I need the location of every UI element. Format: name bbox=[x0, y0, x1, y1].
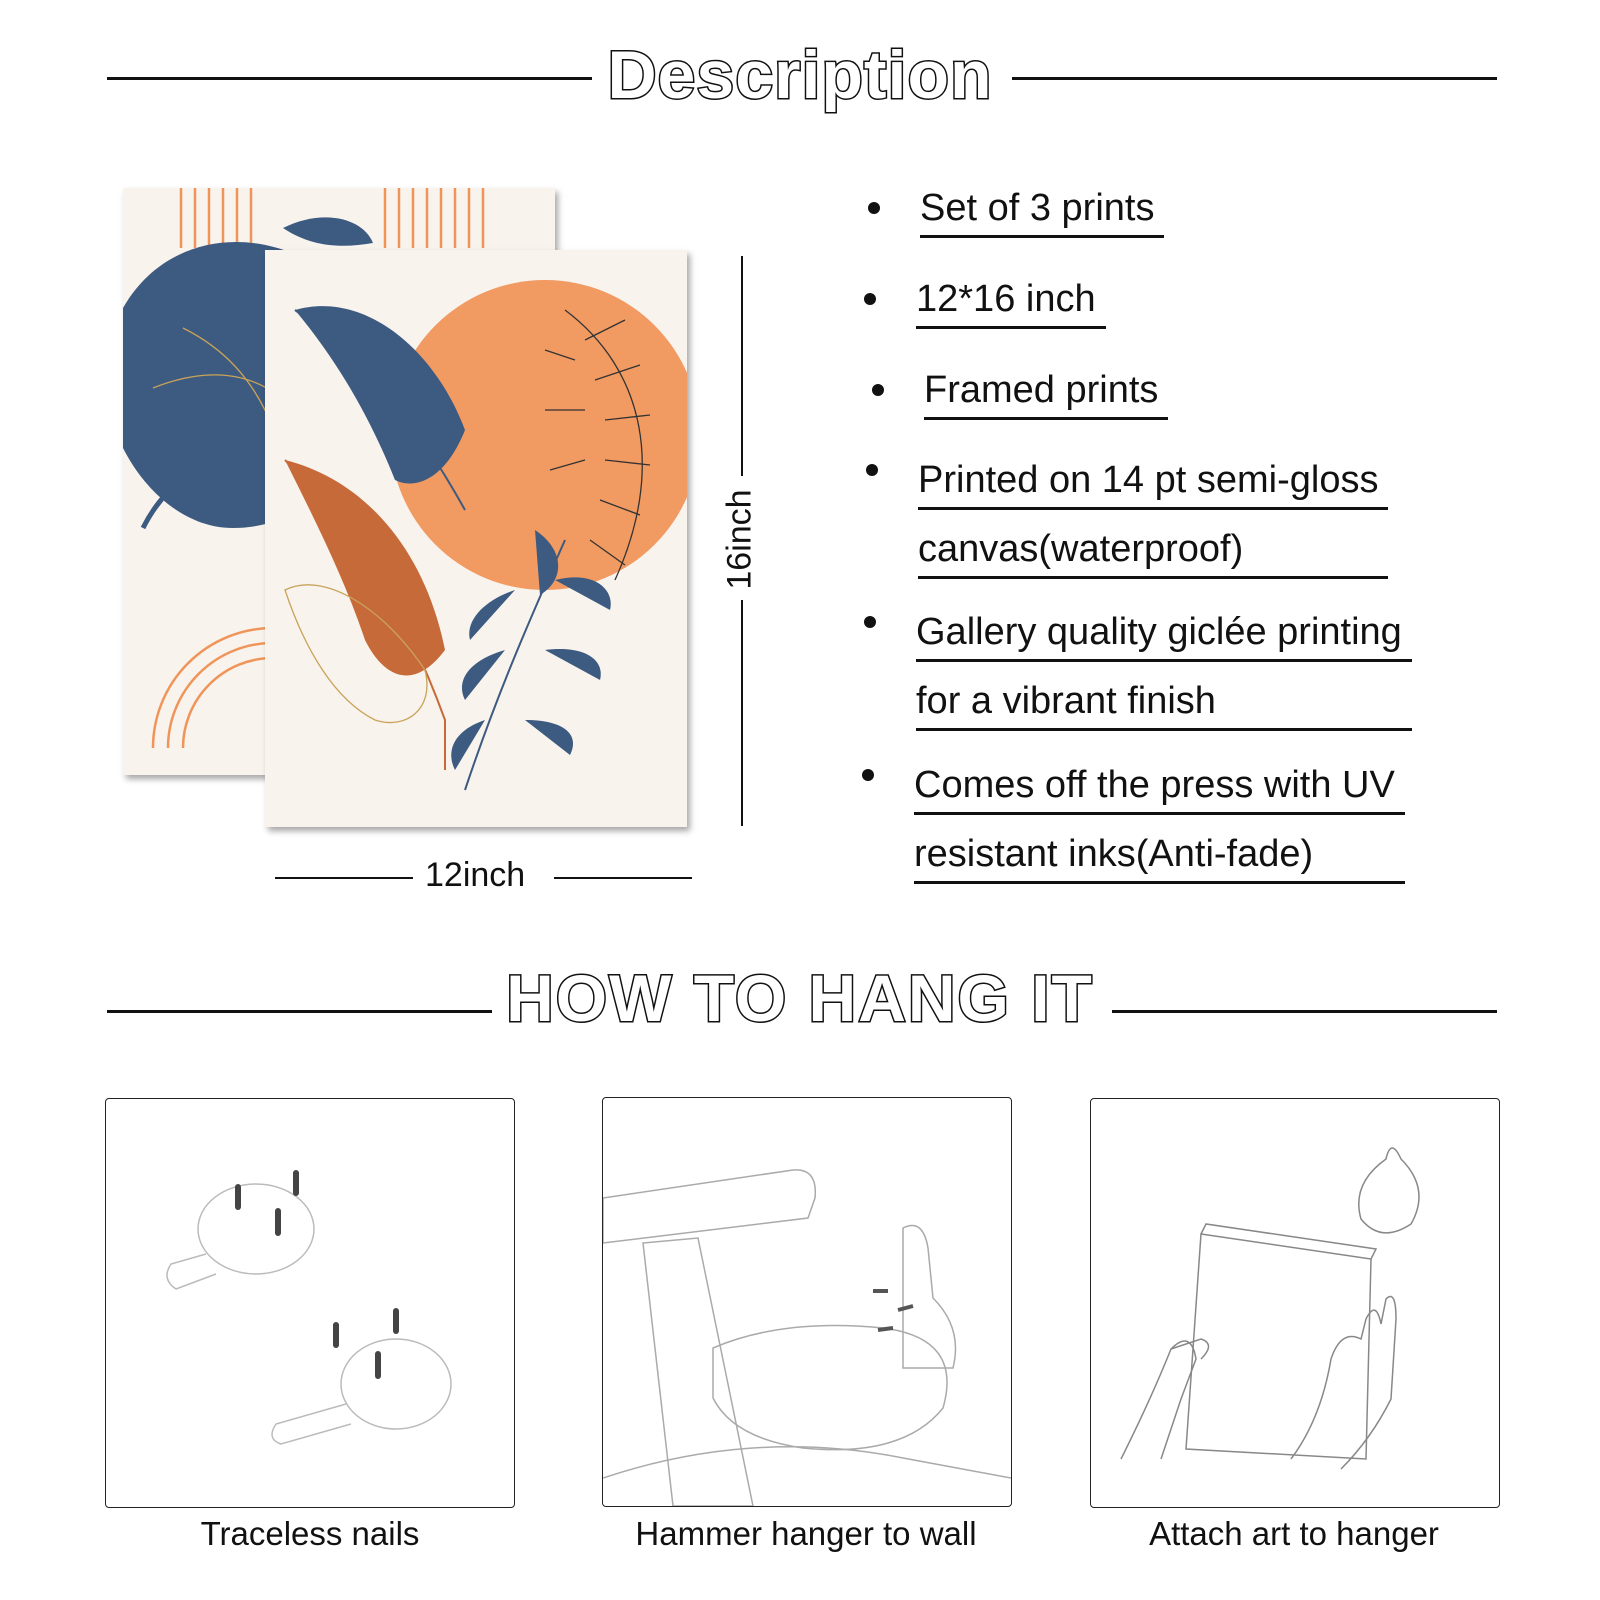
bullet-icon bbox=[864, 616, 876, 628]
tropical-leaves-artwork bbox=[265, 250, 687, 827]
feature-item bbox=[914, 753, 1405, 884]
feature-text: Gallery quality giclée printing bbox=[916, 605, 1412, 662]
step-caption: Traceless nails bbox=[200, 1515, 420, 1552]
step-caption: Hammer hanger to wall bbox=[635, 1515, 977, 1552]
feature-text-line2: resistant inks(Anti-fade) bbox=[914, 827, 1405, 884]
width-label: 12inch bbox=[425, 856, 526, 894]
feature-item bbox=[916, 267, 1106, 331]
bullet-icon bbox=[862, 769, 874, 781]
bullet-icon bbox=[872, 384, 884, 396]
feature-item bbox=[916, 600, 1412, 731]
width-dimension-line-left bbox=[275, 877, 413, 879]
how-to-hang-title: HOW TO HANG IT bbox=[506, 961, 1094, 1035]
feature-text: Set of 3 prints bbox=[920, 181, 1164, 238]
height-dimension-line-top bbox=[741, 256, 743, 476]
step-caption: Attach art to hanger bbox=[1149, 1515, 1439, 1552]
feature-text-line2: canvas(waterproof) bbox=[918, 522, 1388, 579]
height-label: 16inch bbox=[720, 489, 759, 590]
feature-item bbox=[918, 448, 1388, 579]
bullet-icon bbox=[866, 464, 878, 476]
feature-text: Framed prints bbox=[924, 363, 1168, 420]
feature-item bbox=[924, 358, 1168, 422]
hands-frame-icon bbox=[1091, 1099, 1499, 1507]
hammer-icon bbox=[603, 1098, 1011, 1506]
feature-text: Comes off the press with UV bbox=[914, 758, 1405, 815]
feature-item bbox=[920, 176, 1164, 240]
height-dimension-line-bottom bbox=[741, 600, 743, 826]
feature-text: 12*16 inch bbox=[916, 272, 1106, 329]
nail-hanger-icon bbox=[106, 1099, 514, 1507]
width-dimension-line-right bbox=[554, 877, 692, 879]
bullet-icon bbox=[864, 293, 876, 305]
step-card-hammer bbox=[602, 1097, 1012, 1507]
step-card-nails bbox=[105, 1098, 515, 1508]
front-poster bbox=[265, 250, 687, 827]
step-card-attach bbox=[1090, 1098, 1500, 1508]
feature-text-line2: for a vibrant finish bbox=[916, 674, 1412, 731]
feature-text: Printed on 14 pt semi-gloss bbox=[918, 453, 1388, 510]
bullet-icon bbox=[868, 202, 880, 214]
description-title: Description bbox=[607, 37, 993, 113]
